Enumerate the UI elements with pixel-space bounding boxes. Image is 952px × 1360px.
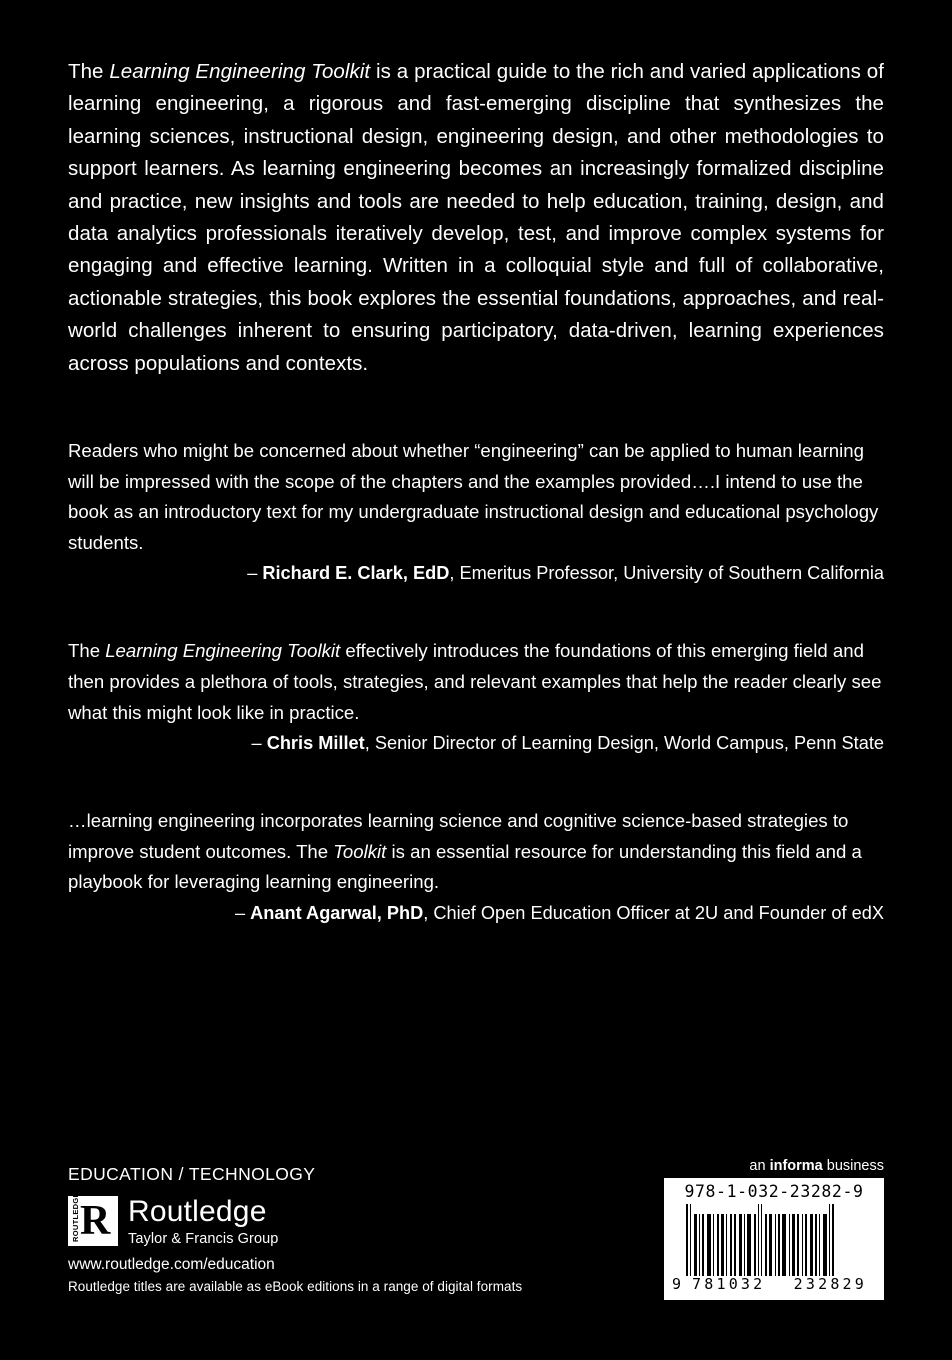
endorsement-3-attribution xyxy=(68,898,884,928)
informa-post: business xyxy=(822,1158,884,1174)
ebook-availability-note: Routledge titles are available as eBook editions in a range of digital formats xyxy=(68,1279,523,1294)
publisher-name-block xyxy=(128,1196,278,1247)
endorsement-3-text xyxy=(68,806,884,898)
endorsement-2-post: effectively introduces the foundations of this emerging field and then provides a plethora of tools, strategies, and relevant examples that help the reader clearly see what this might look like in practice. xyxy=(68,640,882,723)
attrib-role: , Emeritus Professor, University of Southern California xyxy=(449,563,884,584)
endorsement-2 xyxy=(68,636,884,758)
back-cover-text-block xyxy=(68,56,884,950)
attrib-dash: – xyxy=(247,563,263,584)
publisher-name: Routledge xyxy=(128,1195,267,1228)
description-body: is a practical guide to the rich and varied applications of learning engineering, a rigorous and fast-emerging discipline that synthesizes the learning sciences, instructional design, engineering design, and other methodologies to support learners. As learning engineering becomes an increasingly formalized discipline and practice, new insights and tools are needed to help education, training, design, and data analytics professionals iteratively develop, test, and improve complex systems for engaging and effective learning. Written in a colloquial style and full of collaborative, actionable strategies, this book explores the essential foundations, approaches, and real-world challenges inherent to ensuring participatory, data-driven, learning experiences across populations and contexts. xyxy=(68,60,884,375)
informa-business-line xyxy=(749,1158,884,1174)
informa-bold: informa xyxy=(769,1158,823,1174)
barcode-digits xyxy=(672,1276,876,1292)
endorsement-2-text xyxy=(68,636,884,728)
publisher-group: Taylor & Francis Group xyxy=(128,1231,279,1247)
attrib-role: , Chief Open Education Officer at 2U and Founder of edX xyxy=(423,903,884,923)
attrib-name: Anant Agarwal, PhD xyxy=(250,903,424,923)
attrib-dash: – xyxy=(251,733,267,754)
routledge-r-letter: R xyxy=(80,1198,111,1244)
endorsement-1 xyxy=(68,436,884,588)
endorsement-3 xyxy=(68,806,884,928)
endorsement-2-attribution xyxy=(68,728,884,758)
routledge-vertical-wordmark: ROUTLEDGE xyxy=(71,1192,80,1242)
book-description xyxy=(68,56,884,380)
attrib-name: Chris Millet xyxy=(266,733,365,754)
endorsement-2-italic-title: Learning Engineering Toolkit xyxy=(105,640,341,662)
description-lead: The xyxy=(68,60,110,83)
publisher-logo xyxy=(68,1192,279,1247)
attrib-role: , Senior Director of Learning Design, World Campus, Penn State xyxy=(364,733,884,754)
informa-pre: an xyxy=(749,1158,770,1174)
book-title-italic: Learning Engineering Toolkit xyxy=(109,60,371,83)
routledge-r-icon xyxy=(68,1192,118,1246)
barcode xyxy=(664,1178,884,1300)
endorsement-2-pre: The xyxy=(68,640,106,662)
endorsement-1-attribution xyxy=(68,558,884,588)
attrib-name: Richard E. Clark, EdD xyxy=(262,563,450,584)
barcode-lead-digit: 9 xyxy=(672,1275,685,1293)
endorsement-1-text: Readers who might be concerned about whether “engineering” can be applied to human learning will be impressed with the scope of the chapters and the examples provided….I intend to use the book as an introductory text for my undergraduate instructional design and educational psychology students. xyxy=(68,440,879,553)
isbn-number: 978-1-032-23282-9 xyxy=(684,1182,864,1201)
barcode-group-1: 781032 xyxy=(692,1275,766,1293)
barcode-group-2: 232829 xyxy=(793,1275,868,1293)
subject-category: EDUCATION / TECHNOLOGY xyxy=(68,1164,316,1184)
endorsement-3-post: is an essential resource for understanding this field and a playbook for leveraging learning engineering. xyxy=(68,840,862,893)
barcode-bars xyxy=(672,1204,876,1276)
endorsement-3-pre: …learning engineering incorporates learning science and cognitive science-based strategies to improve student outcomes. The xyxy=(68,810,849,862)
endorsement-3-italic-title: Toolkit xyxy=(333,840,387,862)
publisher-url[interactable]: www.routledge.com/education xyxy=(68,1256,275,1273)
attrib-dash: – xyxy=(234,903,251,923)
